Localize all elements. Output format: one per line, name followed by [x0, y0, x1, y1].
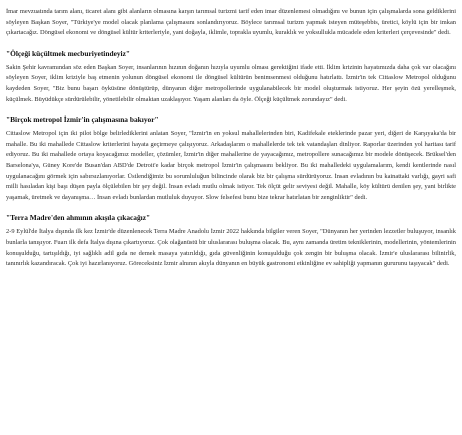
section-terra-madre: [6, 213, 456, 269]
intro-paragraph: İmar mevzuatında tarım alanı, ticaret alanı gibi alanların olmasına karşın tarımsal turizmi tarif eden imar düzenlemesi olmadığını ve bunun için çalışmalarda sona geldiklerini söyleyen Başkan Soyer, "Türkiye'ye model olacak planlama çalışmasını sonlandırıyoruz. Böylece tarımsal turizm yapmak isteyen müteşebbis, üretici, köylü için bir imkan çıkartacağız. Döngüsel ekonomi ve döngüsel kültür kriterleriyle, yani doğayla, iklimle, toprakla uyumlu, kuraklık ve yoksullukla mücadele eden kriterleri çerçevesinde" dedi.: [6, 8, 456, 37]
section-body: Cittaslow Metropol için iki pilot bölge belirlediklerini anlatan Soyer, "İzmir'in en yoksul mahallelerinden biri, Kadifekale eteklerinde pazar yeri, diğeri de Karşıyaka'da bir mahalle. Bu iki mahallede Cittaslow kriterlerini hayata geçirmeye çalışıyoruz. Arkadaşlarım o mahallelerde tek tek vatandaşları dinliyor. Raporlar üzerinden yol haritası tarif ediyoruz. Bu iki mahallede ortaya koyacağımız modeller, çözümler, İzmir'in diğer mahallerine de yayacağımız, metropollere sunacağımız bir modele dönüşecek. Brüksel'den Barselona'ya, Güney Kore'de Busan'dan ABD'de Detroit'e kadar birçok metropol İzmir'in çalışmasını bekliyor. Bu iki mahalledeki uygulamalarım, kendi kentlerinde nasıl uygulanacağını görmek için sabırsızlanıyorlar. Üstlendiğimiz bu sorumluluğun bilincinde olarak biz bir çalışma sürdürüyoruz. İnsan evladının bu kainattaki varlığı, gayri safi milli hasıladan kişi başı düşen payla ölçülebilen bir şey değil. İnsan evladı mutlu olmak istiyor. Tek ölçüt gelir seviyesi değil. Mahalle, köy kültürü denilen şey, yani birlikte yaşamak, üretmek ve dayanışma… İnsan evladı bunlardan mutluluk duyuyor. Slow felsefesi bunu bize tekrar hatırlatan bir zenginliktir" dedi.: [6, 130, 456, 201]
section-metropol: [6, 115, 456, 203]
section-title: "Terra Madre'den ahmının akışıla çıkacağız": [6, 213, 151, 223]
section-body: 2-9 Eylül'de İtalya dışında ilk kez İzmir'de düzenlenecek Terra Madre Anadolu İzmir 2022 hakkında bilgiler veren Soyer, "Dünyanın her yerinden lezzetler buluşuyor, insanlık bunlarla tanışıyor. Fuarı ilk defa İtalya dışına çıkartıyoruz. Çok olağanüstü bir uluslararası buluşma olacak. Bu, aynı zamanda üretim tekniklerinin, modellerinin, yöntemlerinin konuşulduğu, tartışıldığı, iyi sağlıklı adil gıda ne demek masaya yatırıldığı, gıda güvenliğinin konuşulduğu çok zengin bir buluşma olacak. İzmir'e uluslararası bilinirlik, tanınırlık kazandıracak. Çok iyi hazırlanıyoruz. Göreceksiniz İzmir alnının akıyla dünyanın en büyük gastronomi etkinliğine ev sahipliği yapmanın gururunu taşıyacak" dedi.: [6, 228, 456, 268]
section-title: "Ölçeği küçültmek mecburiyetindeyiz": [6, 48, 130, 58]
section-olcek: [6, 49, 456, 105]
section-title: "Birçok metropol İzmir'in çalışmasına bakıyor": [6, 115, 159, 125]
section-body: Sakin Şehir kavramından söz eden Başkan Soyer, insanlarının hızının doğanın hızıyla uyumlu olması gerektiğini ifade etti. İklim krizinin hayatımızda daha çok var olacağını söyleyen Soyer, iklim kriziyle baş etmenin yolunun döngüsel ekonomi ile döngüsel kültürün benimsenmesi olduğunu hatırlattı. İzmir'in tek Cittaslow Metropol olduğunu kaydeden Soyer, "Biz bunu başarı öyküsüne dönüştürüp, dünyanın diğer metropollerinde uygulanabilecek bir model oluşturmak istiyoruz. Her şeyin özü yerelleşmek, küçülmek. Büyüdükçe sürdürülebilir, yönetilebilir olmaktan uzaklaşıyor. Yaşam alanları da öyle. Ölçeği küçültmek zorundayız" dedi.: [6, 63, 456, 103]
